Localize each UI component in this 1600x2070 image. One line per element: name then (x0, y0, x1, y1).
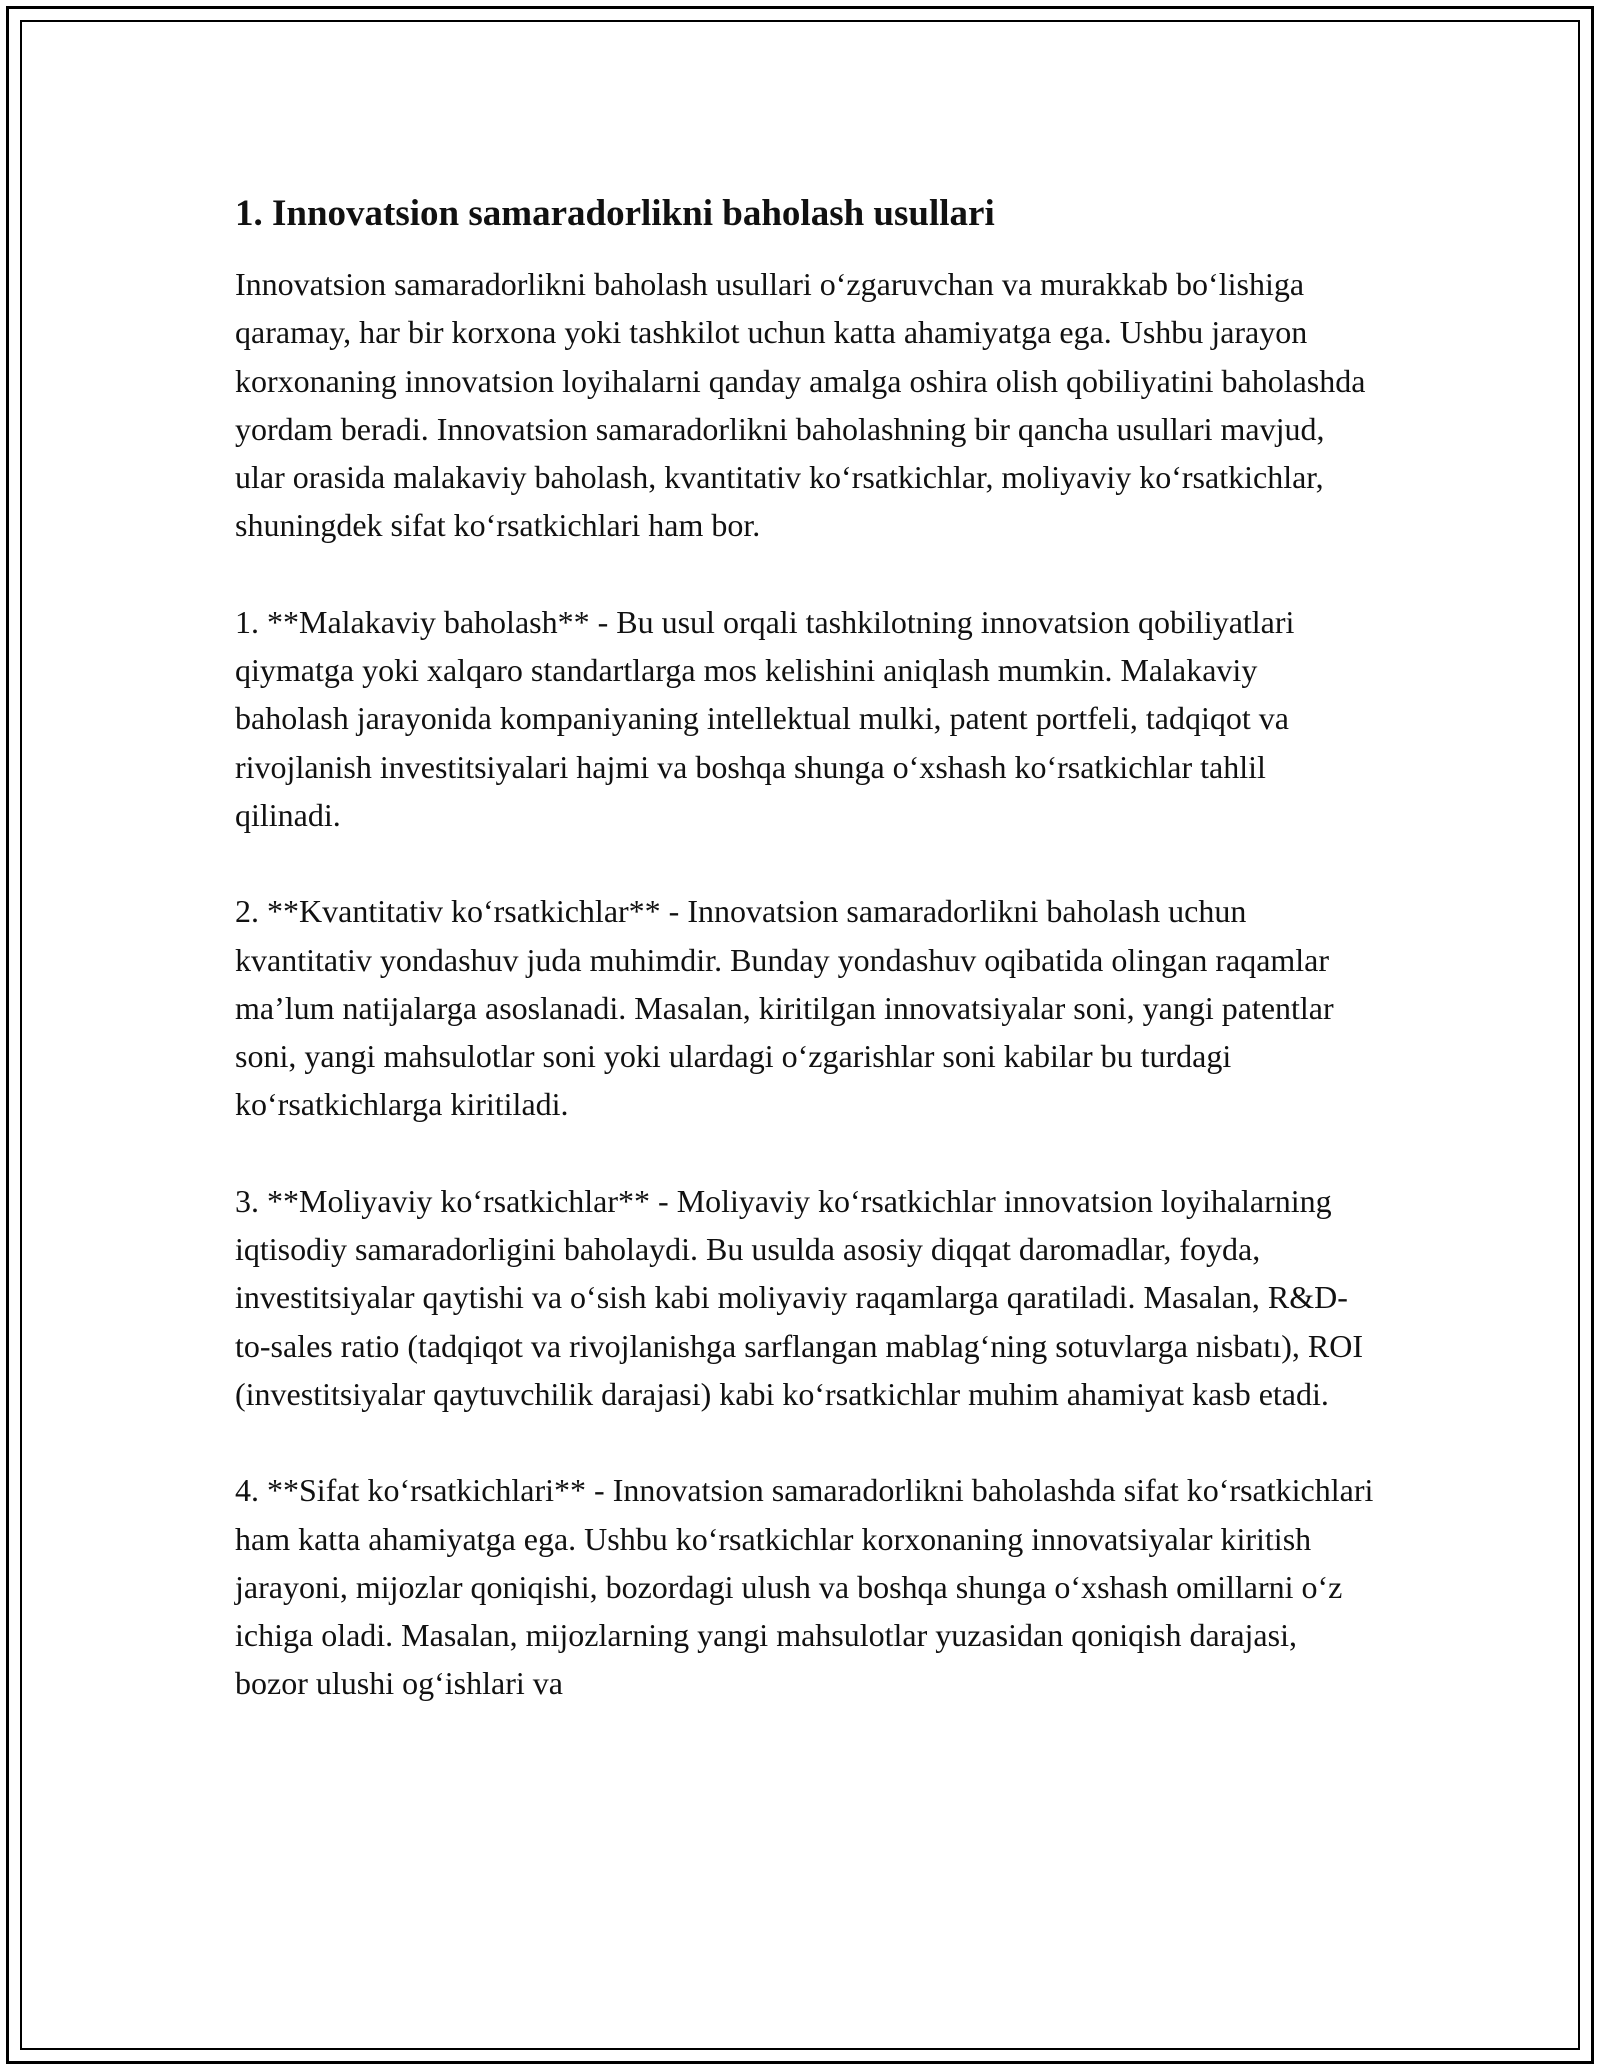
list-item-moliyaviy-korsatkichlar: 3. **Moliyaviy ko‘rsatkichlar** - Moliyaviy ko‘rsatkichlar innovatsion loyihalarning iqtisodiy samaradorligini baholaydi. Bu usulda asosiy diqqat daromadlar, foyda, investitsiyalar qaytishi va o‘sish kabi moliyaviy raqamlarga qaratiladi. Masalan, R&D-to-sales ratio (tadqiqot va rivojlanishga sarflangan mablag‘ning sotuvlarga nisbatı), ROI (investitsiyalar qaytuvchilik darajasi) kabi ko‘rsatkichlar muhim ahamiyat kasb etadi. (235, 1182, 1364, 1412)
list-item-malakaviy-baholash: 1. **Malakaviy baholash** - Bu usul orqali tashkilotning innovatsion qobiliyatlari qiymatga yoki xalqaro standartlarga mos kelishini aniqlash mumkin. Malakaviy baholash jarayonida kompaniyaning intellektual mulki, patent portfeli, tadqiqot va rivojlanish investitsiyalari hajmi va boshqa shunga o‘xshash ko‘rsatkichlar tahlil qilinadi. (235, 603, 1295, 833)
list-item-sifat-korsatkichlari: 4. **Sifat ko‘rsatkichlari** - Innovatsion samaradorlikni baholashda sifat ko‘rsatkichlari ham katta ahamiyatga ega. Ushbu ko‘rsatkichlar korxonaning innovatsiyalar kiritish jarayoni, mijozlar qoniqishi, bozordagi ulush va boshqa shunga o‘xshash omillarni o‘z ichiga oladi. Masalan, mijozlarning yangi mahsulotlar yuzasidan qoniqish darajasi, bozor ulushi og‘ishlari va (235, 1472, 1374, 1702)
section-heading: 1. Innovatsion samaradorlikni baholash usullari (235, 193, 995, 234)
document-body (235, 188, 1375, 1756)
list-item-kvantitativ-korsatkichlar: 2. **Kvantitativ ko‘rsatkichlar** - Innovatsion samaradorlikni baholash uchun kvantitativ yondashuv juda muhimdir. Bunday yondashuv oqibatida olingan raqamlar ma’lum natijalarga asoslanadi. Masalan, kiritilgan innovatsiyalar soni, yangi patentlar soni, yangi mahsulotlar soni yoki ulardagi o‘zgarishlar soni kabilar bu turdagi ko‘rsatkichlarga kiritiladi. (235, 893, 1334, 1123)
intro-paragraph: Innovatsion samaradorlikni baholash usullari o‘zgaruvchan va murakkab bo‘lishiga qaramay, har bir korxona yoki tashkilot uchun katta ahamiyatga ega. Ushbu jarayon korxonaning innovatsion loyihalarni qanday amalga oshira olish qobiliyatini baholashda yordam beradi. Innovatsion samaradorlikni baholashning bir qancha usullari mavjud, ular orasida malakaviy baholash, kvantitativ ko‘rsatkichlar, moliyaviy ko‘rsatkichlar, shuningdek sifat ko‘rsatkichlari ham bor. (235, 266, 1366, 544)
